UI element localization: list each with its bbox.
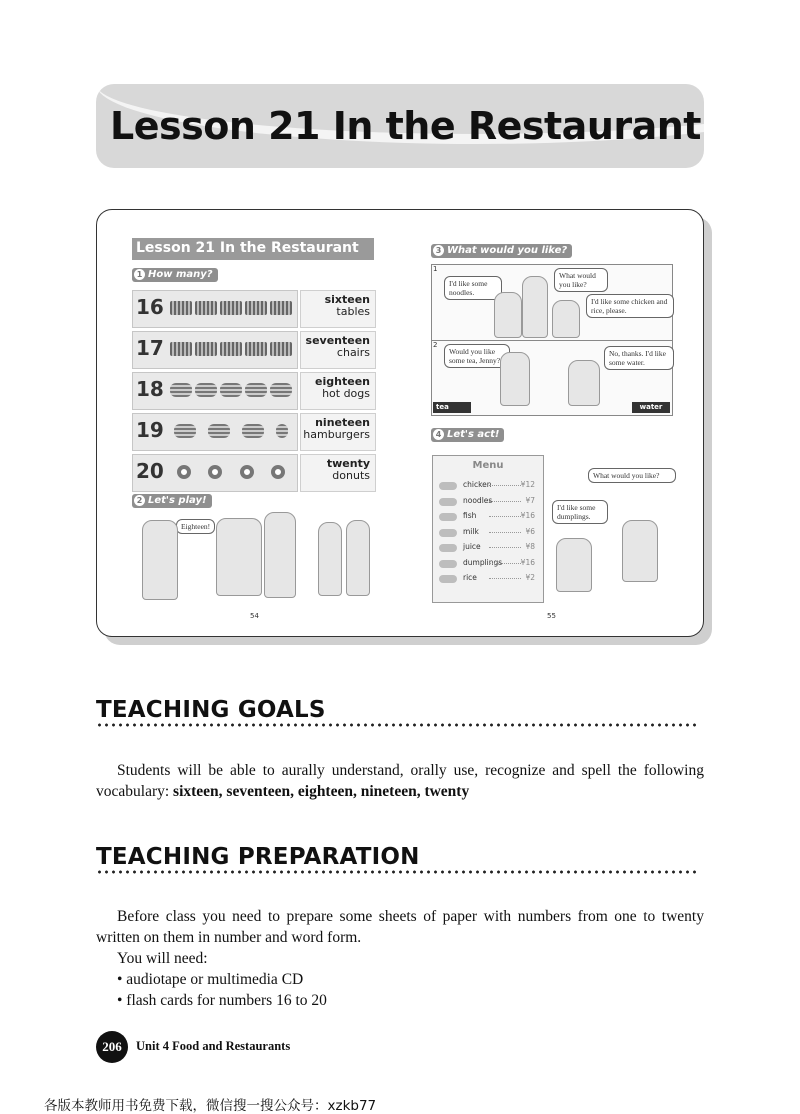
- teaching-preparation-text: Before class you need to prepare some sheets of paper with numbers from one to twenty written on them in number and word form. You will need: • audiotape or multimedia CD • flash cards for numbers 16 to 20: [96, 908, 704, 1009]
- boy-illustration: [494, 292, 522, 338]
- row-word: twenty donuts: [326, 457, 370, 482]
- hamburgers-illustration: [168, 421, 294, 441]
- row-number: 18: [136, 377, 164, 401]
- page-number-right: 55: [547, 612, 556, 620]
- speech-bubble: No, thanks. I'd like some water.: [604, 346, 674, 370]
- dotted-divider: [96, 723, 696, 727]
- teaching-goals-heading: TEACHING GOALS: [96, 697, 326, 723]
- book-lesson-title: [132, 238, 374, 260]
- food-icon: [439, 498, 457, 506]
- menu-title: Menu: [472, 460, 504, 471]
- menu-item: noodles ¥7: [463, 496, 535, 505]
- section-number: 2: [134, 495, 145, 506]
- food-icon: [439, 560, 457, 568]
- menu-card: [432, 455, 544, 603]
- number-row-18: [132, 372, 374, 408]
- menu-item: rice ¥2: [463, 573, 535, 582]
- number-row-17: [132, 331, 374, 367]
- menu-item: fish ¥16: [463, 511, 535, 520]
- lesson-title-banner: [96, 84, 704, 168]
- water-label: water: [632, 402, 670, 413]
- boy-with-card-illustration: [264, 512, 296, 598]
- section-number: 3: [433, 245, 444, 256]
- waiter-illustration: [500, 352, 530, 406]
- section-what-would-you-like: [431, 244, 572, 258]
- menu-item: milk ¥6: [463, 527, 535, 536]
- row-number: 16: [136, 295, 164, 319]
- page-number: 206: [96, 1031, 128, 1063]
- section-label: Let's act!: [447, 429, 500, 440]
- section-label: How many?: [148, 269, 213, 280]
- speech-bubble: Eighteen!: [176, 519, 215, 534]
- girl-illustration: [552, 300, 580, 338]
- girl-illustration: [568, 360, 600, 406]
- row-word: nineteen hamburgers: [303, 416, 370, 441]
- hot-dogs-illustration: [168, 380, 294, 400]
- menu-item: juice ¥8: [463, 542, 535, 551]
- chairs-illustration: [168, 339, 294, 359]
- vocabulary-list: sixteen, seventeen, eighteen, nineteen, twenty: [173, 783, 470, 800]
- panel-number: 1: [433, 265, 438, 273]
- speech-bubble: I'd like some dumplings.: [552, 500, 608, 524]
- section-label: Let's play!: [148, 495, 207, 506]
- row-number: 17: [136, 336, 164, 360]
- section-lets-play: [132, 494, 212, 508]
- speech-bubble: What would you like?: [554, 268, 608, 292]
- number-row-19: [132, 413, 374, 449]
- section-lets-act: [431, 428, 504, 442]
- section-label: What would you like?: [447, 245, 568, 256]
- need-label: You will need:: [117, 950, 208, 967]
- row-word: eighteen hot dogs: [315, 375, 370, 400]
- tables-illustration: [168, 298, 294, 318]
- list-item: • flash cards for numbers 16 to 20: [117, 992, 327, 1009]
- waitress-illustration: [622, 520, 658, 582]
- speech-bubble: I'd like some chicken and rice, please.: [586, 294, 674, 318]
- watermark-text: 各版本教师用书免费下载，微信搜一搜公众号：xzkb77: [44, 1098, 377, 1114]
- food-icon: [439, 575, 457, 583]
- book-lesson-title-text: Lesson 21 In the Restaurant: [136, 240, 359, 256]
- food-icon: [439, 544, 457, 552]
- waiter-illustration: [522, 276, 548, 338]
- page-number-left: 54: [250, 612, 259, 620]
- food-icon: [439, 513, 457, 521]
- tea-label: tea: [433, 402, 471, 413]
- teaching-preparation-heading: TEACHING PREPARATION: [96, 844, 420, 870]
- speech-bubble: Would you like some tea, Jenny?: [444, 344, 510, 368]
- boy-illustration: [346, 520, 370, 596]
- menu-item: chicken ¥12: [463, 480, 535, 489]
- dinosaur-illustration: [216, 518, 262, 596]
- girl-illustration: [142, 520, 178, 600]
- section-number: 4: [433, 429, 444, 440]
- row-word: sixteen tables: [324, 293, 370, 318]
- section-number: 1: [134, 269, 145, 280]
- number-row-20: [132, 454, 374, 490]
- teaching-goals-text: Students will be able to aurally understand, orally use, recognize and spell the following vocabulary: sixteen, seventeen, eighteen, nineteen, twenty: [96, 762, 704, 800]
- speech-bubble: I'd like some noodles.: [444, 276, 502, 300]
- lesson-title: Lesson 21 In the Restaurant: [110, 104, 701, 148]
- number-row-16: [132, 290, 374, 326]
- section-how-many: [132, 268, 218, 282]
- row-number: 20: [136, 459, 164, 483]
- menu-item: dumplings ¥16: [463, 558, 535, 567]
- row-word: seventeen chairs: [305, 334, 370, 359]
- boy-illustration: [318, 522, 342, 596]
- unit-title: Unit 4 Food and Restaurants: [136, 1039, 291, 1053]
- food-icon: [439, 482, 457, 490]
- speech-bubble: What would you like?: [588, 468, 676, 483]
- dotted-divider: [96, 870, 696, 874]
- girl-illustration: [556, 538, 592, 592]
- list-item: • audiotape or multimedia CD: [117, 971, 304, 988]
- food-icon: [439, 529, 457, 537]
- donuts-illustration: [168, 462, 294, 482]
- panel-number: 2: [433, 341, 438, 349]
- row-number: 19: [136, 418, 164, 442]
